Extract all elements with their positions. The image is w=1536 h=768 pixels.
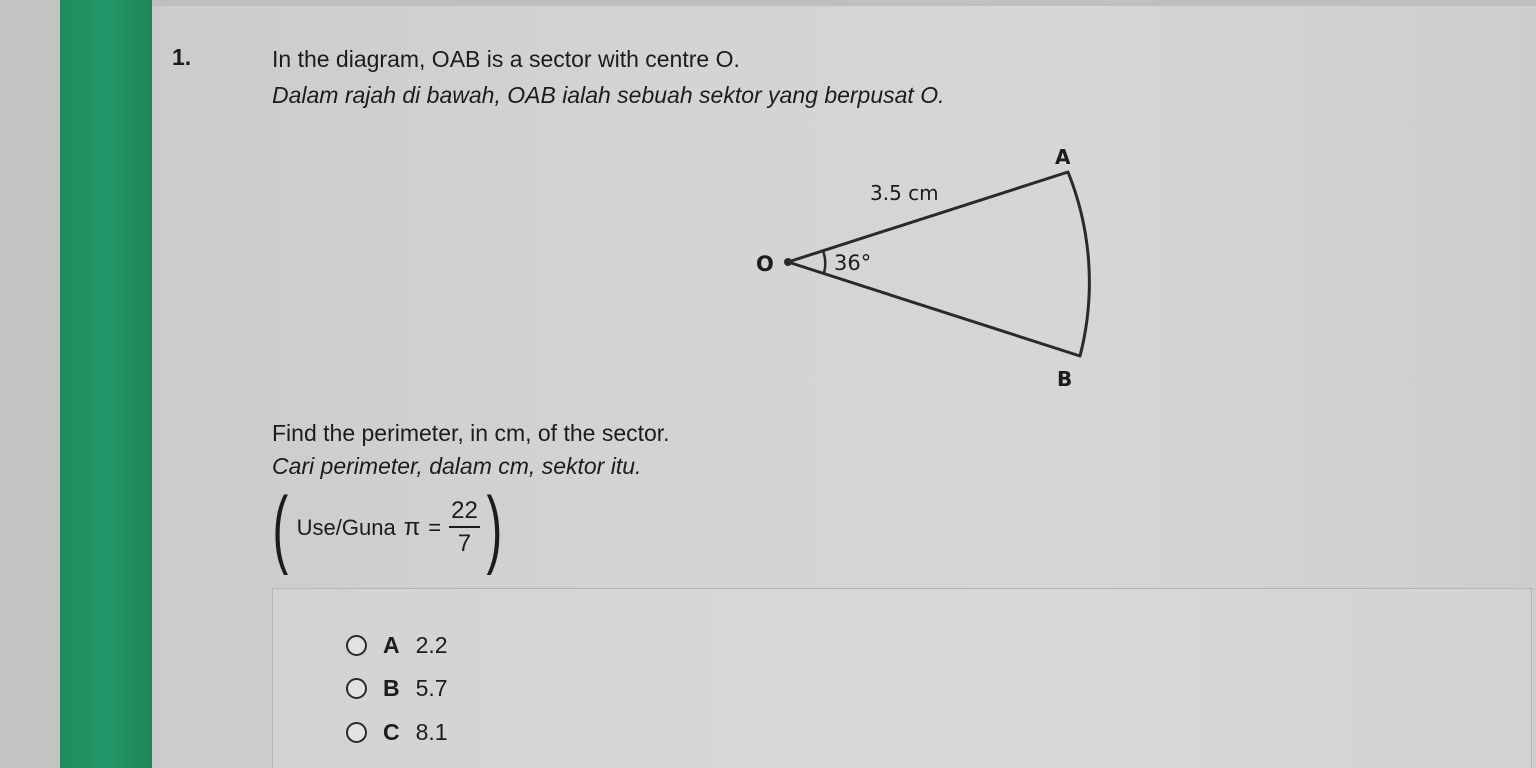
top-divider	[152, 0, 1536, 6]
angle-arc	[823, 251, 825, 273]
option-c-value: 8.1	[415, 719, 448, 745]
pi-fraction	[449, 497, 480, 558]
question-stem-english: In the diagram, OAB is a sector with centre O.	[272, 46, 740, 72]
pi-symbol: π	[403, 513, 421, 541]
option-a-value: 2.2	[415, 632, 448, 658]
question-prompt-malay: Cari perimeter, dalam cm, sektor itu.	[272, 453, 642, 479]
option-b-letter: B	[383, 675, 400, 701]
fraction-denominator: 7	[457, 530, 472, 557]
option-c-radio[interactable]	[346, 722, 367, 743]
accent-sidebar	[60, 0, 152, 768]
option-c[interactable]	[346, 719, 448, 746]
option-b-value: 5.7	[415, 675, 448, 701]
question-stem-malay: Dalam rajah di bawah, OAB ialah sebuah sektor yang berpusat O.	[272, 82, 945, 108]
question-prompt-english: Find the perimeter, in cm, of the sector.	[272, 420, 670, 446]
label-a: A	[1055, 145, 1071, 169]
option-b-radio[interactable]	[346, 678, 367, 699]
centre-point	[784, 258, 792, 266]
option-c-letter: C	[383, 719, 400, 745]
question-number: 1.	[172, 44, 192, 70]
radius-label: 3.5 cm	[870, 181, 939, 205]
angle-label: 36°	[834, 251, 872, 275]
sector-diagram	[740, 130, 1100, 400]
option-a-radio[interactable]	[346, 635, 367, 656]
pi-note-label: Use/Guna	[296, 514, 396, 540]
equals-sign: =	[428, 514, 442, 540]
left-margin	[0, 0, 60, 768]
pi-note	[266, 480, 508, 575]
label-o: O	[756, 252, 774, 276]
fraction-numerator: 22	[449, 497, 480, 528]
option-a-letter: A	[383, 632, 400, 658]
option-b[interactable]	[346, 675, 448, 702]
right-parenthesis: )	[486, 479, 503, 576]
answer-options-panel	[272, 588, 1532, 768]
option-a[interactable]	[346, 632, 448, 659]
left-parenthesis: (	[272, 479, 289, 576]
label-b: B	[1057, 367, 1073, 391]
